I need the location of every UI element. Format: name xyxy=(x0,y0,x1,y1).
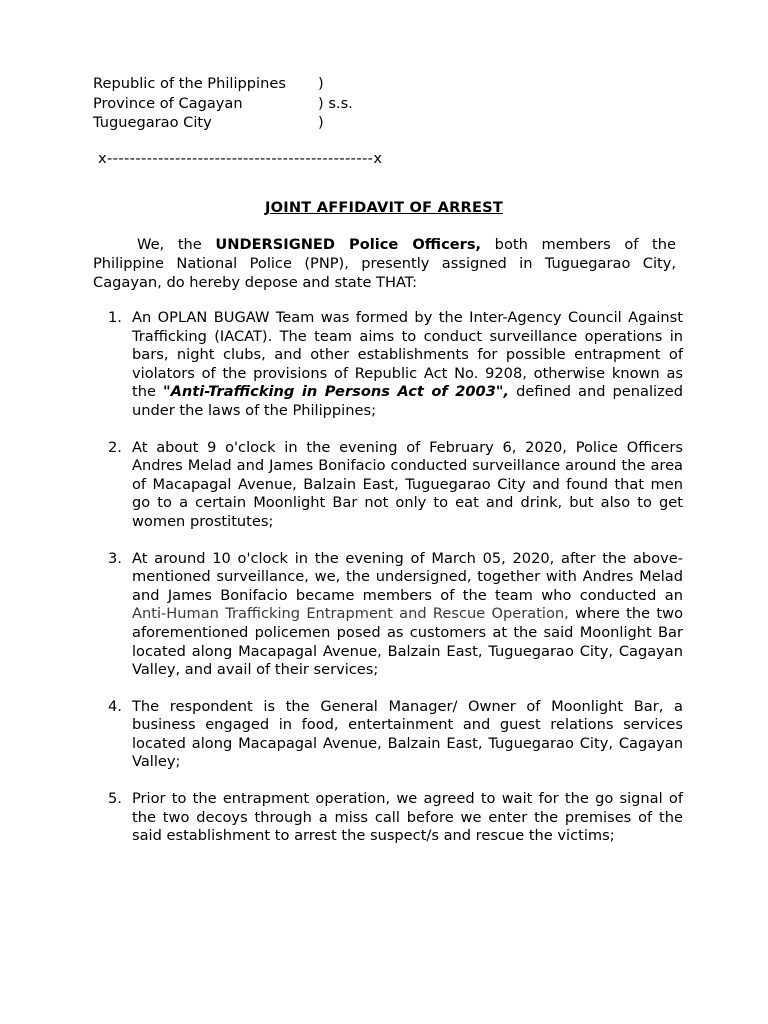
venue-place: Province of Cagayan xyxy=(93,94,243,112)
intro-rest: both members of the Philippine National Police (PNP), presently assigned in Tuguegarao City, Cagayan, do hereby depose and state THAT: xyxy=(93,236,676,291)
item-number: 3. xyxy=(108,549,122,567)
list-item xyxy=(108,698,683,772)
intro-bold: UNDERSIGNED Police Officers, xyxy=(215,236,482,253)
document-title: JOINT AFFIDAVIT OF ARREST xyxy=(264,199,503,216)
list-item xyxy=(108,790,683,846)
list-item xyxy=(108,439,683,532)
venue-line xyxy=(93,113,353,133)
venue-place: Tuguegarao City xyxy=(93,114,212,131)
act-title-emphasis: "Anti-Trafficking in Persons Act of 2003", xyxy=(163,383,510,401)
item-number: 2. xyxy=(108,438,122,456)
item-text xyxy=(132,309,683,421)
section-divider: x-----------------------------------------------x xyxy=(98,150,383,167)
item-number: 5. xyxy=(108,790,122,808)
venue-block xyxy=(93,74,353,133)
venue-line xyxy=(93,94,353,114)
item-text-part: An OPLAN BUGAW Team was formed by the Inter-Agency Council Against Trafficking (IACAT). The team aims to conduct surveillance operations in bars, night clubs, and other establishments for possible entrapment of violators of the provisions of Republic Act No. 9208, otherwise known as the xyxy=(132,309,683,401)
item-text: The respondent is the General Manager/ Owner of Moonlight Bar, a business engaged in food, entertainment and guest relations services located along Macapagal Avenue, Balzain East, Tuguegarao City, Cagayan Valley; xyxy=(132,697,683,771)
list-item xyxy=(108,309,683,421)
venue-place: Republic of the Philippines xyxy=(93,75,286,92)
venue-line xyxy=(93,74,353,94)
item-text: At about 9 o'clock in the evening of February 6, 2020, Police Officers Andres Melad and James Bonifacio conducted surveillance around the area of Macapagal Avenue, Balzain East, Tuguegarao City and found that men go to a certain Moonlight Bar not only to eat and drink, but also to get women prostitutes; xyxy=(132,438,683,530)
venue-mark: ) s.s. xyxy=(318,94,353,112)
venue-mark: ) xyxy=(318,75,324,92)
intro-lead: We, the xyxy=(137,236,216,253)
numbered-statements xyxy=(108,309,683,864)
intro-paragraph xyxy=(93,235,676,292)
item-text-part: defined and penalized under the laws of the Philippines; xyxy=(132,383,683,419)
item-text-part: At around 10 o'clock in the evening of March 05, 2020, after the above-mentioned surveillance, we, the undersigned, together with Andres Melad and James Bonifacio became members of the team who conducted an xyxy=(132,549,683,604)
item-number: 1. xyxy=(108,309,122,326)
item-text: Prior to the entrapment operation, we agreed to wait for the go signal of the two decoys through a miss call before we enter the premises of the said establishment to arrest the suspect/s and rescue the victims; xyxy=(132,790,683,845)
operation-name: Anti-Human Trafficking Entrapment and Rescue Operation, xyxy=(132,605,569,623)
item-number: 4. xyxy=(108,697,122,715)
item-text xyxy=(132,550,683,680)
item-text-part: where the two aforementioned policemen posed as customers at the said Moonlight Bar located along Macapagal Avenue, Balzain East, Tuguegarao City, Cagayan Valley, and avail of their services; xyxy=(132,605,683,679)
venue-mark: ) xyxy=(318,114,324,131)
list-item xyxy=(108,550,683,680)
